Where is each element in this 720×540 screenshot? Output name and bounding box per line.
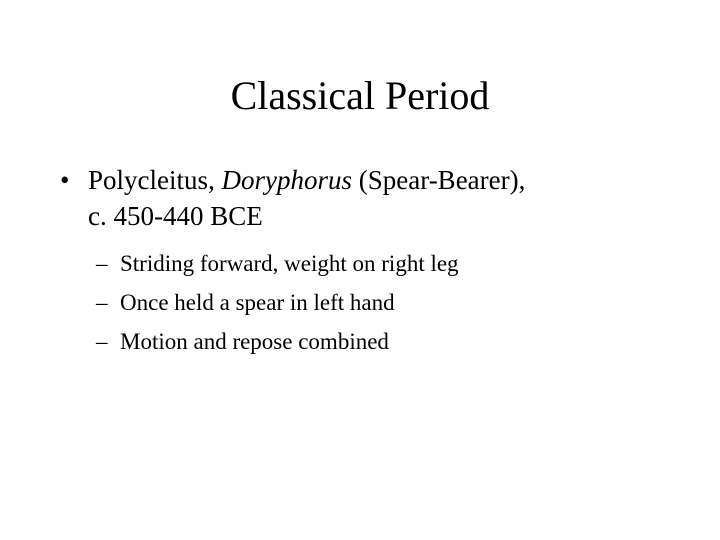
sub-point-text: Once held a spear in left hand (120, 290, 395, 315)
sub-point (96, 322, 676, 361)
work-description: (Spear-Bearer), (352, 165, 526, 195)
sub-point-text: Striding forward, weight on right leg (120, 251, 459, 276)
artist-name: Polycleitus, (88, 165, 222, 195)
sub-point (96, 283, 676, 322)
sub-point (96, 244, 676, 283)
slide-title: Classical Period (230, 73, 490, 118)
dash-marker: – (96, 251, 108, 276)
sub-point-text: Motion and repose combined (120, 329, 389, 354)
work-date: c. 450-440 BCE (88, 201, 263, 231)
main-bullet (60, 162, 680, 234)
bullet-marker: • (60, 165, 70, 195)
dash-marker: – (96, 329, 108, 354)
work-title: Doryphorus (221, 165, 353, 195)
bullet-text (88, 162, 680, 234)
sub-point-list (96, 244, 676, 361)
dash-marker: – (96, 290, 108, 315)
